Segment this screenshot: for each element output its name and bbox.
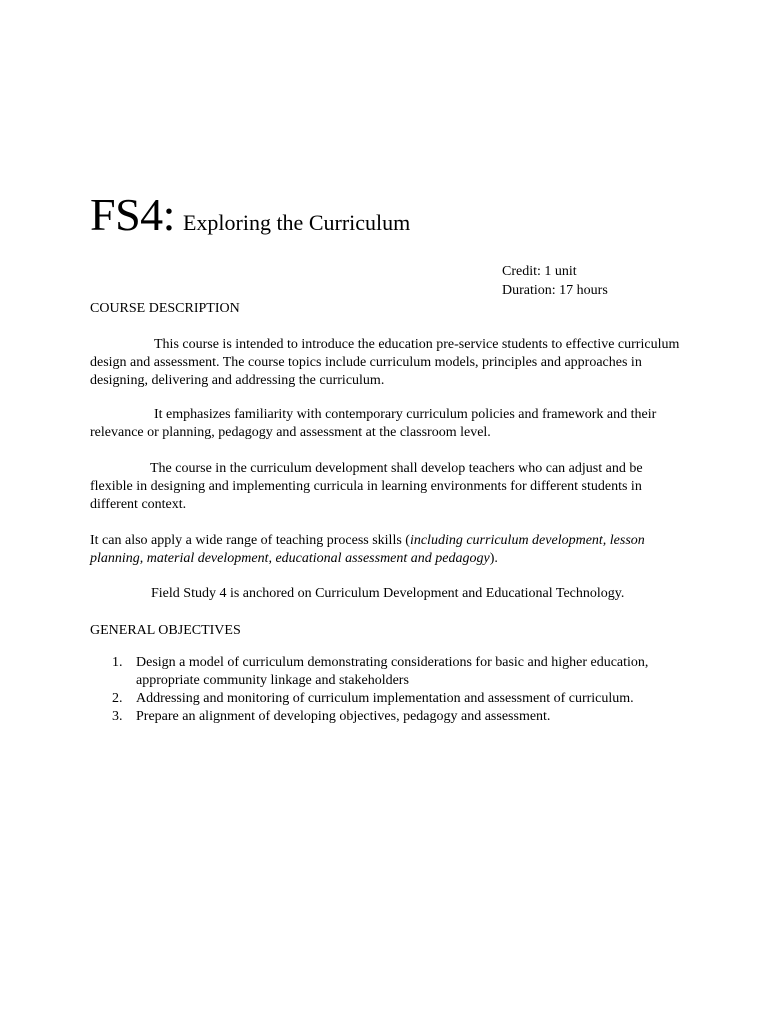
credit-text: Credit: 1 unit	[502, 264, 577, 279]
description-paragraph-2: It emphasizes familiarity with contemporary curriculum policies and framework and their relevance or planning, pedagogy and assessment at the classroom level.	[90, 407, 657, 440]
objective-text: Prepare an alignment of developing objectives, pedagogy and assessment.	[136, 709, 551, 724]
objective-item	[90, 708, 690, 726]
paragraph-4-tail: ).	[489, 551, 498, 566]
objective-text: Addressing and monitoring of curriculum implementation and assessment of curriculum.	[136, 691, 634, 706]
description-paragraph-3: The course in the curriculum development shall develop teachers who can adjust and be flexible in designing and implementing curricula in learning environments for different students in different context.	[90, 461, 643, 512]
objective-number: 3.	[112, 709, 123, 724]
objective-item	[90, 690, 690, 708]
description-paragraph-4	[90, 532, 680, 568]
objective-number: 2.	[112, 691, 123, 706]
objectives-list	[90, 654, 690, 726]
general-objectives-heading: GENERAL OBJECTIVES	[90, 623, 241, 638]
duration-text: Duration: 17 hours	[502, 283, 608, 298]
course-meta	[502, 262, 608, 300]
objective-item	[90, 654, 690, 690]
objective-number: 1.	[112, 655, 123, 670]
course-description-heading: COURSE DESCRIPTION	[90, 301, 240, 316]
document-title	[90, 189, 411, 240]
objective-text: Design a model of curriculum demonstrating considerations for basic and higher education, appropriate community linkage and stakeholders	[136, 655, 649, 688]
description-paragraph-1: This course is intended to introduce the education pre-service students to effective curriculum design and assessment. The course topics include curriculum models, principles and approaches in designing, delivering and addressing the curriculum.	[90, 337, 680, 388]
course-code: FS4:	[90, 189, 175, 240]
paragraph-4-italic: including curriculum development, lesson planning, material development, educational assessment and pedagogy	[90, 533, 645, 566]
description-paragraph-5: Field Study 4 is anchored on Curriculum Development and Educational Technology.	[151, 586, 625, 601]
paragraph-4-lead: It can also apply a wide range of teaching process skills (	[90, 533, 410, 548]
course-name: Exploring the Curriculum	[182, 210, 411, 235]
